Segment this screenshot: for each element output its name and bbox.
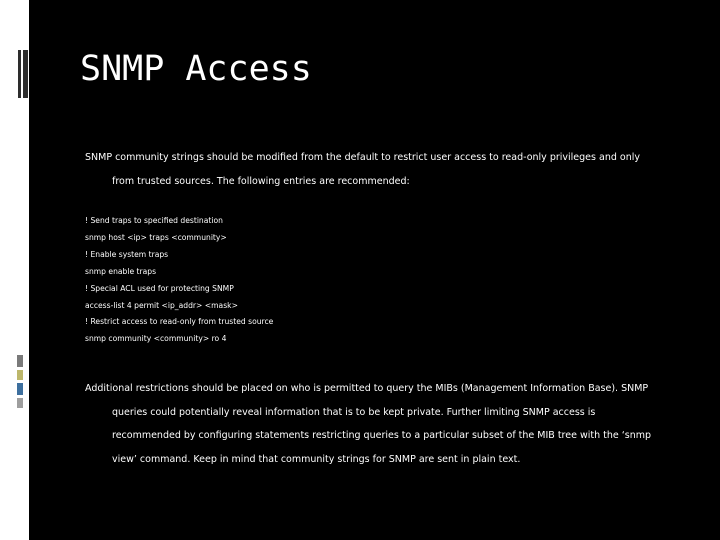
intro-line: from trusted sources. The following entries are recommended: [112, 176, 410, 187]
intro-paragraph [85, 146, 705, 194]
restrictions-line: queries could potentially reveal information that is to be kept private. Further limiting SNMP access is [112, 406, 596, 418]
decorative-bar [17, 370, 23, 380]
restrictions-line: view’ command. Keep in mind that community strings for SNMP are sent in plain text. [112, 453, 521, 465]
command-line: ! Restrict access to read-only from trusted source [85, 317, 274, 327]
command-line: access-list 4 permit <ip_addr> <mask> [85, 300, 238, 310]
restrictions-line: recommended by configuring statements restricting queries to a particular subset of the MIB tree with the ‘snmp [112, 430, 652, 442]
command-list [85, 213, 705, 348]
slide [29, 0, 720, 540]
decorative-bar [17, 355, 23, 367]
decorative-bar [18, 50, 21, 98]
command-line: snmp enable traps [85, 266, 157, 276]
command-line: ! Send traps to specified destination [85, 216, 223, 225]
slide-title: SNMP Access [80, 49, 312, 89]
command-line: ! Special ACL used for protecting SNMP [85, 283, 234, 293]
decorative-bar [17, 398, 23, 408]
restrictions-line: Additional restrictions should be placed on who is permitted to query the MIBs (Management Information Base). SNMP [85, 383, 649, 395]
command-line: snmp host <ip> traps <community> [85, 232, 227, 242]
decorative-bar [23, 50, 28, 98]
left-decoration-strip [0, 0, 29, 540]
decorative-bar [17, 383, 23, 395]
command-line: snmp community <community> ro 4 [85, 334, 227, 344]
command-line: ! Enable system traps [85, 249, 169, 259]
slide-body [85, 146, 705, 481]
restrictions-paragraph [85, 377, 705, 471]
intro-line: SNMP community strings should be modified from the default to restrict user access to read-only privileges and only [85, 152, 640, 163]
